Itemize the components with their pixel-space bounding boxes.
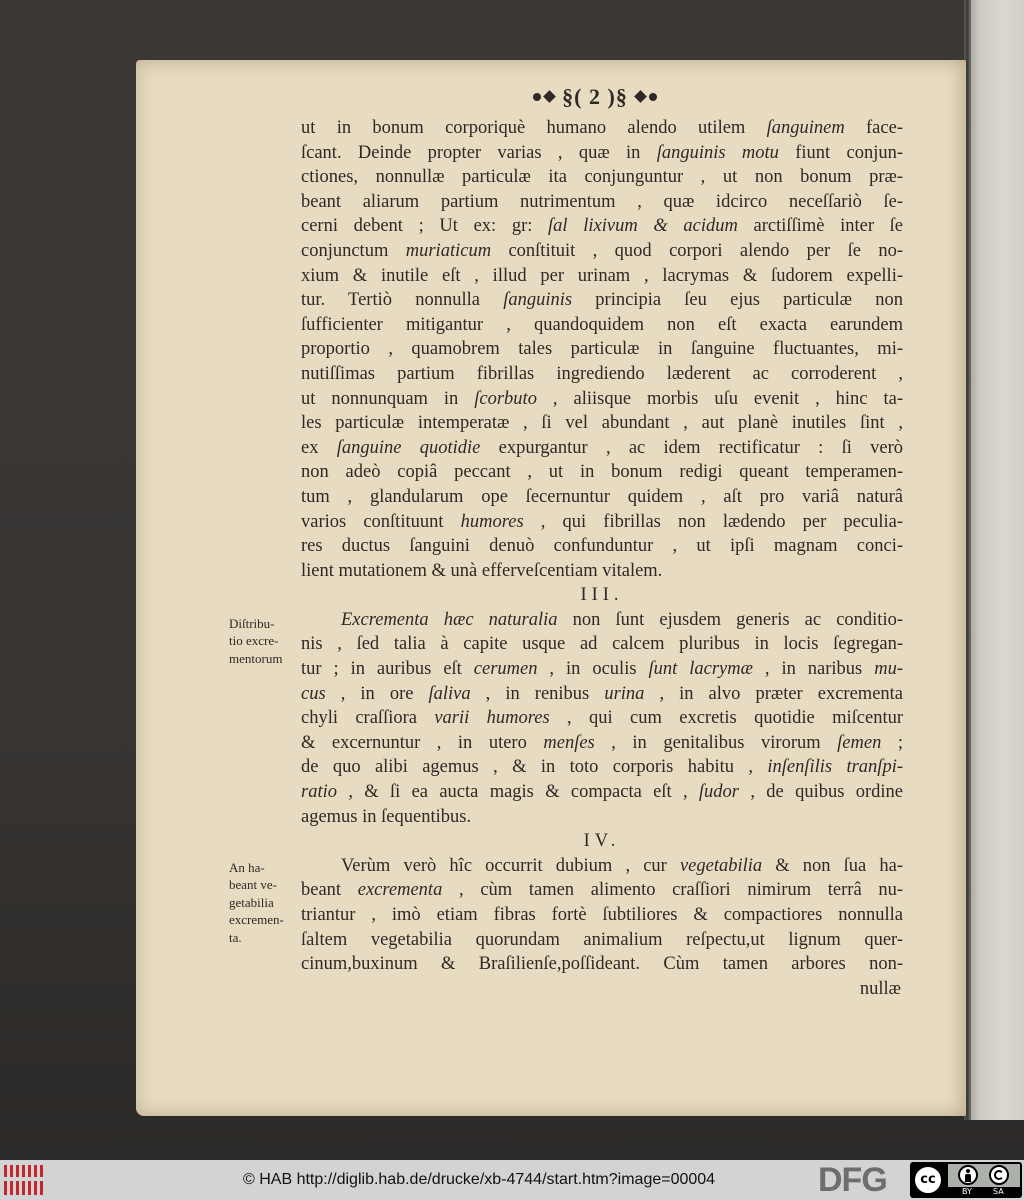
margin-note bbox=[229, 859, 303, 946]
text-line bbox=[301, 387, 903, 412]
italic-text: urina bbox=[604, 683, 645, 704]
roman-text: & non ſua ha- bbox=[762, 855, 903, 876]
italic-text: ſaliva bbox=[428, 683, 471, 704]
roman-text: agemus in ſequentibus. bbox=[301, 806, 472, 827]
roman-text: tur ; in auribus eſt bbox=[301, 659, 474, 680]
italic-text: ſudor bbox=[698, 782, 739, 803]
roman-text: & excernuntur , in utero bbox=[301, 732, 544, 753]
italic-text: ſcorbuto bbox=[474, 388, 537, 409]
roman-text: les particulæ intemperatæ , ſi vel abundant , aut planè inutiles ſint , bbox=[301, 413, 903, 434]
text-line bbox=[301, 878, 903, 903]
roman-text: lient mutationem & unà efferveſcentiam vitalem. bbox=[301, 560, 663, 581]
margin-note-line: tio excre- bbox=[229, 633, 279, 649]
roman-text: tum , glandularum ope ſecernuntur quidem , aſt pro variâ naturâ bbox=[301, 486, 903, 507]
page-text bbox=[301, 116, 903, 1001]
roman-text: , qui cum excretis quotidie miſcentur bbox=[549, 708, 903, 729]
roman-text: , de quibus ordine bbox=[739, 782, 903, 803]
attribution-icon bbox=[958, 1165, 978, 1185]
text-line bbox=[301, 559, 903, 584]
italic-text: ſunt lacrymæ bbox=[648, 659, 753, 680]
text-line bbox=[301, 337, 903, 362]
margin-note-line: excremen- bbox=[229, 912, 284, 928]
roman-text: , aliisque morbis uſu evenit , hinc ta- bbox=[536, 388, 903, 409]
roman-text: , in naribus bbox=[752, 659, 875, 680]
roman-text: ſaltem vegetabilia quorundam animalium reſpectu,ut lignum quer- bbox=[301, 929, 903, 950]
text-line bbox=[301, 608, 903, 633]
text-line bbox=[301, 632, 903, 657]
catchword: nullæ bbox=[859, 978, 901, 999]
text-line bbox=[301, 411, 903, 436]
share-alike-icon bbox=[989, 1165, 1009, 1185]
roman-text: xium & inutile eſt , illud per urinam , lacrymas & ſudorem expelli- bbox=[301, 265, 903, 286]
roman-text: ſufficienter mitigantur , quandoquidem non eſt exacta earundem bbox=[301, 314, 903, 335]
italic-text: ſemen bbox=[837, 732, 882, 753]
margin-note-line: Diſtribu- bbox=[229, 616, 275, 631]
roman-text: ut in bonum corporiquè humano alendo utilem bbox=[301, 118, 767, 138]
text-line bbox=[301, 165, 903, 190]
ornament-left-icon bbox=[533, 90, 559, 104]
text-line bbox=[301, 780, 903, 805]
text-line bbox=[301, 214, 903, 239]
roman-text: expurgantur , ac idem rectificatur : ſi verò bbox=[480, 437, 904, 458]
text-line bbox=[301, 264, 903, 289]
italic-text: Excrementa hæc naturalia bbox=[341, 609, 558, 630]
text-line bbox=[301, 313, 903, 338]
text-line bbox=[301, 952, 903, 977]
text-line bbox=[301, 288, 903, 313]
italic-text: mu- bbox=[874, 659, 903, 680]
roman-text: arctiſſimè inter ſe bbox=[737, 216, 903, 237]
roman-text: ctiones, nonnullæ particulæ ita conjunguntur , ut non bonum præ- bbox=[301, 167, 903, 188]
margin-note-line: mentorum bbox=[229, 650, 283, 666]
italic-text: cus bbox=[301, 683, 326, 704]
roman-text: Verùm verò hîc occurrit dubium , cur bbox=[341, 855, 680, 876]
italic-text: excrementa bbox=[357, 880, 443, 901]
cc-icon: cc bbox=[913, 1165, 943, 1195]
text-line bbox=[301, 805, 903, 830]
roman-text: ex bbox=[301, 437, 337, 458]
page-number: §( 2 )§ bbox=[562, 84, 628, 109]
roman-text: face- bbox=[844, 118, 903, 138]
italic-text: ſanguinis motu bbox=[656, 142, 779, 163]
dfg-logo[interactable]: DFG bbox=[818, 1161, 887, 1199]
license-sa-label: SA bbox=[993, 1187, 1004, 1196]
text-line bbox=[301, 903, 903, 928]
roman-text: principia ſeu ejus particulæ non bbox=[572, 290, 903, 311]
italic-text: ratio bbox=[301, 782, 337, 803]
italic-text: ſanguine quotidie bbox=[336, 437, 481, 458]
roman-text: chyli craſſiora bbox=[301, 708, 435, 729]
text-line bbox=[301, 534, 903, 559]
section-heading: III. bbox=[580, 585, 624, 606]
italic-text: ſanguinis bbox=[503, 290, 573, 311]
text-line bbox=[301, 141, 903, 166]
roman-text: nis , ſed talia à capite usque ad calcem pluribus in locis ſegregan- bbox=[301, 634, 903, 655]
section-heading: IV. bbox=[583, 831, 621, 852]
text-line bbox=[301, 460, 903, 485]
viewer-footer bbox=[0, 1160, 1024, 1200]
roman-text: tur. Tertiò nonnulla bbox=[301, 290, 504, 311]
text-line bbox=[301, 682, 903, 707]
italic-text: humores bbox=[460, 511, 524, 532]
italic-text: cerumen bbox=[473, 659, 538, 680]
copyright-url: © HAB http://diglib.hab.de/drucke/xb-4744/start.htm?image=00004 bbox=[243, 1171, 716, 1188]
margin-note-line: ta. bbox=[229, 929, 242, 945]
italic-text: vegetabilia bbox=[679, 855, 763, 876]
italic-text: menſes bbox=[543, 732, 595, 753]
roman-text: , & ſi ea aucta magis & compacta eſt , bbox=[336, 782, 699, 803]
roman-text: ut nonnunquam in bbox=[301, 388, 475, 409]
text-line bbox=[301, 706, 903, 731]
roman-text: , in alvo præter excrementa bbox=[644, 683, 904, 704]
text-line bbox=[301, 854, 903, 879]
text-line bbox=[301, 731, 903, 756]
ornament-right-icon bbox=[631, 90, 657, 104]
roman-text: beant aliarum partium nutrimentum , quæ idcirco neceſſariò ſe- bbox=[301, 191, 903, 212]
italic-text: ſanguinem bbox=[766, 118, 845, 138]
text-line bbox=[301, 510, 903, 535]
text-line bbox=[301, 755, 903, 780]
margin-note-line: An ha- bbox=[229, 860, 265, 875]
italic-text: muriaticum bbox=[405, 240, 492, 261]
roman-text: ſcant. Deinde propter varias , quæ in bbox=[301, 142, 657, 163]
text-line bbox=[301, 116, 903, 141]
roman-text: , in genitalibus virorum bbox=[594, 732, 838, 753]
text-line bbox=[301, 436, 903, 461]
italic-text: ſal lixivum & acidum bbox=[548, 216, 738, 237]
text-line bbox=[301, 362, 903, 387]
text-line bbox=[301, 485, 903, 510]
roman-text: non ſunt ejusdem generis ac conditio- bbox=[557, 609, 903, 630]
roman-text: ; bbox=[881, 732, 904, 753]
running-head bbox=[505, 83, 685, 111]
text-line bbox=[301, 928, 903, 953]
margin-note bbox=[229, 615, 303, 667]
roman-text: fiunt conjun- bbox=[778, 142, 904, 163]
roman-text: cerni debent ; Ut ex: gr: bbox=[301, 216, 549, 237]
roman-text: non adeò copiâ peccant , ut in bonum redigi queant temperamen- bbox=[301, 462, 903, 483]
hab-logo-icon[interactable] bbox=[4, 1165, 46, 1195]
roman-text: nutiſſimas partium fibrillas ingrediendo læderent ac corroderent , bbox=[301, 363, 903, 384]
roman-text: , in renibus bbox=[470, 683, 605, 704]
margin-note-line: beant ve- bbox=[229, 877, 278, 893]
roman-text: triantur , imò etiam fibras fortè ſubtiliores & compactiores nonnulla bbox=[301, 905, 903, 925]
roman-text: proportio , quamobrem tales particulæ in ſanguine fluctuantes, mi- bbox=[301, 339, 903, 360]
roman-text: , cùm tamen alimento craſſiori nimirum terrâ nu- bbox=[442, 880, 904, 901]
roman-text: conjunctum bbox=[301, 240, 406, 261]
cc-by-sa-badge[interactable] bbox=[910, 1162, 1022, 1198]
roman-text: varios conſtituunt bbox=[301, 511, 461, 532]
text-line bbox=[301, 190, 903, 215]
roman-text: , in ore bbox=[325, 683, 429, 704]
roman-text: de quo alibi agemus , & in toto corporis habitu , bbox=[301, 757, 768, 778]
text-line bbox=[301, 239, 903, 264]
roman-text: res ductus ſanguini denuò confunduntur , ut ipſi magnam conci- bbox=[301, 536, 903, 557]
margin-note-line: getabilia bbox=[229, 894, 274, 910]
next-page-edge bbox=[970, 0, 1024, 1120]
license-by-label: BY bbox=[962, 1187, 972, 1196]
roman-text: conſtituit , quod corpori alendo per ſe no- bbox=[491, 240, 904, 261]
text-line bbox=[301, 657, 903, 682]
roman-text: , in oculis bbox=[537, 659, 649, 680]
italic-text: inſenſilis tranſpi- bbox=[767, 757, 903, 778]
roman-text: , qui fibrillas non lædendo per peculia- bbox=[523, 511, 903, 532]
roman-text: cinum,buxinum & Braſilienſe,poſſideant. Cùm tamen arbores non- bbox=[301, 954, 903, 975]
italic-text: varii humores bbox=[434, 708, 550, 729]
roman-text: beant bbox=[301, 880, 358, 901]
